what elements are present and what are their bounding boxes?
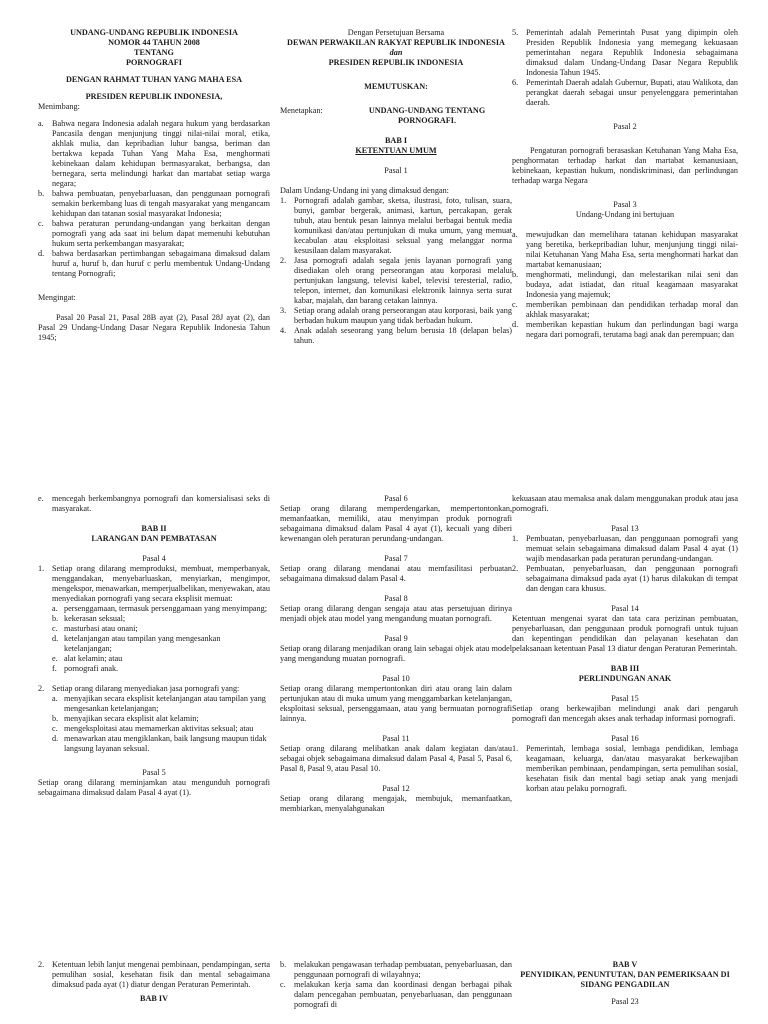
larangan-list bbox=[38, 684, 270, 694]
pasal-block bbox=[280, 784, 512, 814]
list-item: 4. Anak adalah seseorang yang belum berusia 18 (delapan belas) tahun. bbox=[280, 326, 512, 345]
pasal-text: Setiap orang dilarang mengajak, membujuk, memanfaatkan, membiarkan, menyalahgunakan bbox=[280, 794, 512, 813]
list-item: d. memberikan kepastian hukum dan perlindungan bagi warga negara dari pornografi, terutama bagi anak dan perempuan; dan bbox=[512, 320, 738, 339]
list-item: 1. Setiap orang dilarang memproduksi, membuat, memperbanyak, menggandakan, menyebarluaskan, menyiarkan, mengimpor, mengekspor, menawarkan, memperjualbelikan, menyewakan, atau menyediakan pornografi yang secara eksplisit memuat: bbox=[38, 564, 270, 603]
rahmat-line: DENGAN RAHMAT TUHAN YANG MAHA ESA bbox=[65, 75, 243, 84]
mengingat-text: Pasal 20 Pasal 21, Pasal 28B ayat (2), Pasal 28J ayat (2), dan Pasal 29 Undang-Undang Dasar Negara Republik Indonesia Tahun 1945; bbox=[38, 313, 270, 342]
definitions-list bbox=[280, 196, 512, 346]
list-item: a. Bahwa negara Indonesia adalah negara hukum yang berdasarkan Pancasila dengan menjunjung tinggi nilai-nilai moral, etika, akhlak mulia, dan kepribadian luhur bangsa, beriman dan bertakwa kepada Tuhan Yang Maha Esa, menghormati kebinekaan dalam kehidupan bermasyarakat, berbangsa, dan bernegara, serta melindungi harkat dan martabat setiap warga negara; bbox=[38, 119, 270, 188]
pasal13-list bbox=[512, 534, 738, 594]
pasal-intro: Dalam Undang-Undang ini yang dimaksud dengan: bbox=[280, 186, 449, 195]
memutuskan-line: MEMUTUSKAN: bbox=[364, 82, 428, 91]
menetapkan-row bbox=[280, 106, 512, 126]
pasal-heading: Pasal 3 bbox=[613, 200, 637, 209]
bab-title: PENYIDIKAN, PENUNTUTAN, DAN PEMERIKSAAN DI SIDANG PENGADILAN bbox=[520, 970, 730, 989]
list-item: 2. Setiap orang dilarang menyediakan jasa pornografi yang: bbox=[38, 684, 240, 693]
list-item: c. melakukan kerja sama dan koordinasi dengan berbagai pihak dalam pencegahan pembuatan, penyebarluasan, dan penggunaan pornografi di bbox=[280, 980, 512, 1009]
pasal-heading: Pasal 9 bbox=[384, 634, 408, 643]
page1-column3 bbox=[512, 28, 738, 340]
larangan-sublist bbox=[38, 604, 270, 674]
list-item: 3. Setiap orang adalah orang perseorangan atau korporasi, baik yang berbadan hukum maupun yang tidak berbadan hukum. bbox=[280, 306, 512, 325]
tujuan-list bbox=[512, 230, 738, 340]
list-item: 2. Jasa pornografi adalah segala jenis layanan pornografi yang disediakan oleh orang perseorangan atau korporasi melalui pertunjukan langsung, televisi kabel, televisi teresterial, radio, telepon, internet, dan komunikasi elektronik lainnya serta surat kabar, majalah, dan barang cetakan lainnya. bbox=[280, 256, 512, 305]
pasal-heading: Pasal 6 bbox=[384, 494, 408, 503]
list-item: 2. Pembuatan, penyebarluasan, dan penggunaan pornografi sebagaimana dimaksud pada ayat (1) harus dilakukan di tempat dan dengan cara khusus. bbox=[512, 564, 738, 593]
list-item: d. bahwa berdasarkan pertimbangan sebagaimana dimaksud dalam huruf a, huruf b, dan huruf c perlu membentuk Undang-Undang tentang Pornografi; bbox=[38, 249, 270, 278]
list-item: 1. Pemerintah, lembaga sosial, lembaga pendidikan, lembaga keagamaan, keluarga, dan/atau masyarakat berkewajiban memberikan pembinaan, pendampingan, serta pemulihan sosial, kesehatan fisik dan mental bagi setiap anak yang menjadi korban atau pelaku pornografi. bbox=[512, 744, 738, 793]
page1-column1 bbox=[38, 28, 270, 343]
page2-column2 bbox=[280, 494, 512, 814]
pasal-block bbox=[280, 674, 512, 724]
pasal-block bbox=[280, 494, 512, 544]
list-item: c. masturbasi atau onani; bbox=[52, 624, 138, 633]
bab-heading: BAB III bbox=[610, 664, 640, 673]
list-item: a. menyajikan secara eksplisit ketelanjangan atau tampilan yang mengesankan ketelanjangan; bbox=[52, 694, 266, 713]
wewenang-list bbox=[280, 960, 512, 1010]
list-item: d. ketelanjangan atau tampilan yang mengesankan ketelanjangan; bbox=[52, 634, 221, 653]
list-item: 2. Ketentuan lebih lanjut mengenai pembinaan, pendampingan, serta pemulihan sosial, kesehatan fisik dan mental sebagaimana dimaksud pada ayat (1) diatur dengan Peraturan Pemerintah. bbox=[38, 960, 270, 989]
pasal-text: Setiap orang dilarang melibatkan anak dalam kegiatan dan/atau sebagai objek sebagaimana dimaksud dalam Pasal 4, Pasal 5, Pasal 6, Pasal 8, Pasal 9, atau Pasal 10. bbox=[280, 744, 512, 773]
page2-column1 bbox=[38, 494, 270, 798]
bab-heading: BAB IV bbox=[140, 994, 168, 1003]
pasal-heading: Pasal 12 bbox=[382, 784, 410, 793]
list-item: b. kekerasan seksual; bbox=[52, 614, 126, 623]
mengingat-label: Mengingat: bbox=[38, 293, 76, 302]
pasal-text: Setiap orang dilarang dengan sengaja atau atas persetujuan dirinya menjadi objek atau model yang mengandung muatan pornografi. bbox=[280, 604, 512, 623]
list-item: e. mencegah berkembangnya pornografi dan komersialisasi seks di masyarakat. bbox=[38, 494, 270, 513]
law-tentang-line: TENTANG bbox=[134, 48, 174, 57]
pasal-block bbox=[280, 734, 512, 774]
bab-heading: BAB II bbox=[141, 524, 167, 533]
larangan-list bbox=[38, 564, 270, 604]
pasal16-list-cont bbox=[38, 960, 270, 990]
law-number-line: NOMOR 44 TAHUN 2008 bbox=[108, 38, 200, 47]
law-subject-line: PORNOGRAFI bbox=[126, 58, 182, 67]
persetujuan-line: Dengan Persetujuan Bersama bbox=[347, 28, 445, 37]
page3-column1 bbox=[38, 960, 270, 1004]
list-item: e. alat kelamin; atau bbox=[52, 654, 123, 663]
definitions-list-cont bbox=[512, 28, 738, 108]
dpr-line: DEWAN PERWAKILAN RAKYAT REPUBLIK INDONESIA bbox=[287, 38, 505, 47]
pasal-block bbox=[280, 594, 512, 624]
presiden-line: PRESIDEN REPUBLIK INDONESIA bbox=[328, 58, 464, 67]
list-item: 6. Pemerintah Daerah adalah Gubernur, Bupati, atau Walikota, dan perangkat daerah sebagai unsur penyelenggara pemerintahan daerah. bbox=[512, 78, 738, 107]
pasal-text: Setiap orang berkewajiban melindungi anak dari pengaruh pornografi dan mencegah akses anak terhadap informasi pornografi. bbox=[512, 704, 738, 723]
list-item: b. melakukan pengawasan terhadap pembuatan, penyebarluasan, dan penggunaan pornografi di wilayahnya; bbox=[280, 960, 512, 979]
pasal-block bbox=[280, 554, 512, 584]
presiden-line: PRESIDEN REPUBLIK INDONESIA, bbox=[85, 92, 223, 101]
list-item: 5. Pemerintah adalah Pemerintah Pusat yang dipimpin oleh Presiden Republik Indonesia yang memegang kekuasaan pemerintahan negara Republik Indonesia sebagaimana dimaksud dalam Undang-Undang Dasar Negara Republik Indonesia Tahun 1945. bbox=[512, 28, 738, 77]
pasal-text-cont: kekuasaan atau memaksa anak dalam menggunakan produk atau jasa pornografi. bbox=[512, 494, 738, 513]
pasal-heading: Pasal 11 bbox=[382, 734, 410, 743]
bab-title: KETENTUAN UMUM bbox=[355, 146, 437, 155]
list-item: f. pornografi anak. bbox=[52, 664, 119, 673]
larangan-sublist bbox=[38, 694, 270, 754]
bab-heading: BAB V bbox=[612, 960, 638, 969]
pasal-block bbox=[280, 634, 512, 664]
dan-line: dan bbox=[389, 48, 403, 57]
pasal-text: Setiap orang dilarang meminjamkan atau mengunduh pornografi sebagaimana dimaksud dalam Pasal 4 ayat (1). bbox=[38, 778, 270, 797]
pasal-text: Setiap orang dilarang menjadikan orang lain sebagai objek atau model yang mengandung muatan pornografi. bbox=[280, 644, 512, 663]
bab-title: PERLINDUNGAN ANAK bbox=[578, 674, 672, 683]
pasal-heading: Pasal 5 bbox=[142, 768, 166, 777]
pasal-text: Ketentuan mengenai syarat dan tata cara perizinan pembuatan, penyebarluasan, dan penggunaan produk pornografi untuk tujuan dan kepentingan pendidikan dan pelayanan kesehatan dan pelaksanaan ketentuan Pasal 13 diatur dengan Peraturan Pemerintah. bbox=[512, 614, 738, 653]
pasal-heading: Pasal 10 bbox=[382, 674, 410, 683]
list-item: 1. Pornografi adalah gambar, sketsa, ilustrasi, foto, tulisan, suara, bunyi, gambar bergerak, animasi, kartun, percakapan, gerak tubuh, atau bentuk pesan lainnya melalui berbagai bentuk media komunikasi dan/atau pertunjukan di muka umum, yang memuat kecabulan atau eksploitasi seksual yang melanggar norma kesusilaan dalam masyarakat. bbox=[280, 196, 512, 255]
menimbang-list bbox=[38, 119, 270, 279]
pasal-heading: Pasal 15 bbox=[611, 694, 639, 703]
pasal-heading: Pasal 13 bbox=[611, 524, 639, 533]
pasal-heading: Pasal 1 bbox=[384, 166, 408, 175]
page3-column3 bbox=[512, 960, 738, 1007]
pasal16-list bbox=[512, 744, 738, 794]
menetapkan-title: UNDANG-UNDANG TENTANG PORNOGRAFI. bbox=[368, 106, 486, 125]
list-item: b. menghormati, melindungi, dan melestarikan nilai seni dan budaya, adat istiadat, dan ritual keagamaan masyarakat Indonesia yang majemuk; bbox=[512, 270, 738, 299]
pasal-heading: Pasal 2 bbox=[613, 122, 637, 131]
menimbang-label: Menimbang: bbox=[38, 102, 80, 111]
page3-column2 bbox=[280, 960, 512, 1010]
pasal-heading: Pasal 8 bbox=[384, 594, 408, 603]
pasal-text: Setiap orang dilarang mendanai atau memfasilitasi perbuatan sebagaimana dimaksud dalam Pasal 4. bbox=[280, 564, 512, 583]
pasal-text: Pengaturan pornografi berasaskan Ketuhanan Yang Maha Esa, penghormatan terhadap harkat dan martabat kemanusiaan, kebinekaan, kepastian hukum, nondiskriminasi, dan perlindungan terhadap warga Negara bbox=[512, 146, 738, 185]
tujuan-list-cont bbox=[38, 494, 270, 514]
list-item: b. menyajikan secara eksplisit alat kelamin; bbox=[52, 714, 199, 723]
list-item: c. bahwa peraturan perundang-undangan yang berkaitan dengan pornografi yang ada saat ini belum dapat memenuhi kebutuhan hukum serta perkembangan masyarakat; bbox=[38, 219, 270, 248]
pasal-heading: Pasal 16 bbox=[611, 734, 639, 743]
list-item: a. mewujudkan dan memelihara tatanan kehidupan masyarakat yang beretika, berkepribadian luhur, menjunjung tinggi nilai-nilai Ketuhanan Yang Maha Esa, serta menghormati harkat dan martabat kemanusiaan; bbox=[512, 230, 738, 269]
bab-heading: BAB I bbox=[384, 136, 408, 145]
list-item: 1. Pembuatan, penyebarluasan, dan penggunaan pornografi yang memuat selain sebagaimana dimaksud dalam Pasal 4 ayat (1) wajib mendasarkan pada peraturan perundang-undangan. bbox=[512, 534, 738, 563]
bab-title: LARANGAN DAN PEMBATASAN bbox=[91, 534, 217, 543]
pasal-heading: Pasal 23 bbox=[611, 997, 639, 1006]
list-item: a. persenggamaan, termasuk persenggamaan yang menyimpang; bbox=[52, 604, 268, 613]
pasal-text: Setiap orang dilarang mempertontonkan diri atau orang lain dalam pertunjukan atau di muka umum yang menggambarkan ketelanjangan, eksploitasi seksual, persenggamaan, atau yang bermuatan pornografi lainnya. bbox=[280, 684, 512, 723]
page2-column3 bbox=[512, 494, 738, 794]
pasal-intro: Undang-Undang ini bertujuan bbox=[575, 210, 675, 219]
pasal-heading: Pasal 14 bbox=[611, 604, 639, 613]
list-item: c. memberikan pembinaan dan pendidikan terhadap moral dan akhlak masyarakat; bbox=[512, 300, 738, 319]
law-heading bbox=[38, 28, 270, 68]
pasal-text: Setiap orang dilarang memperdengarkan, mempertontonkan, memanfaatkan, memiliki, atau menyimpan produk pornografi sebagaimana dimaksud dalam Pasal 4 ayat (1), kecuali yang diberi kewenangan oleh peraturan perundang-undangan. bbox=[280, 504, 512, 543]
list-item: c. mengeksploitasi atau memamerkan aktivitas seksual; atau bbox=[52, 724, 254, 733]
list-item: b. bahwa pembuatan, penyebarluasan, dan penggunaan pornografi semakin berkembang luas di tengah masyarakat yang mengancam kehidupan dan tatanan sosial masyarakat Indonesia; bbox=[38, 189, 270, 218]
pasal-heading: Pasal 4 bbox=[142, 554, 166, 563]
law-title-line: UNDANG-UNDANG REPUBLIK INDONESIA bbox=[70, 28, 238, 37]
page1-column2 bbox=[280, 28, 512, 346]
list-item: d. menawarkan atau mengiklankan, baik langsung maupun tidak langsung layanan seksual. bbox=[52, 734, 267, 753]
pasal-heading: Pasal 7 bbox=[384, 554, 408, 563]
menetapkan-label: Menetapkan: bbox=[280, 106, 323, 115]
